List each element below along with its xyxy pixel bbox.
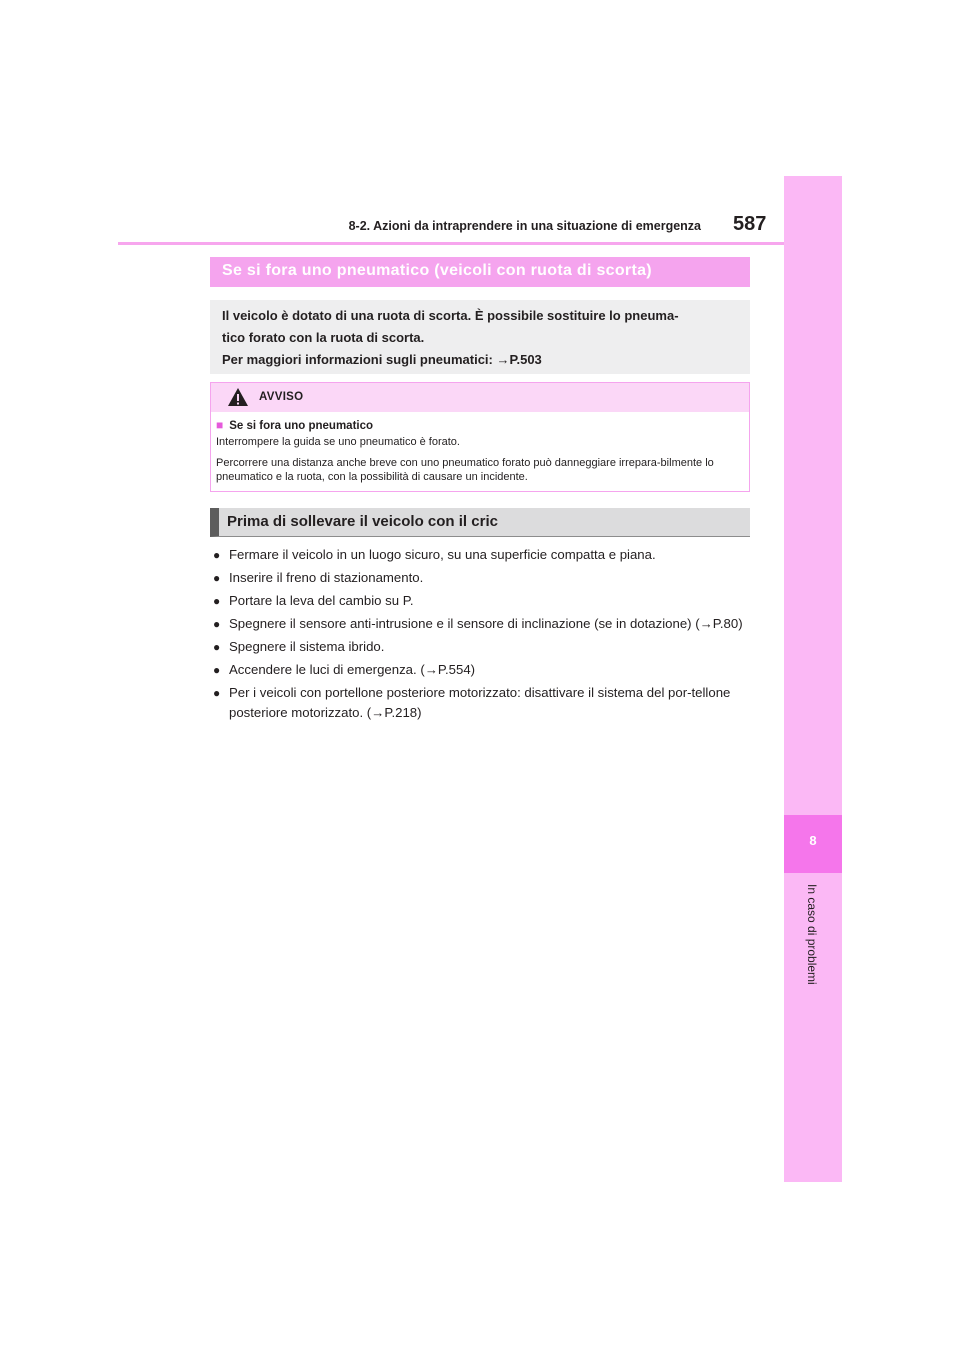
warning-header <box>211 383 749 412</box>
square-bullet-icon: ■ <box>216 418 224 432</box>
bullet-dot-icon: ● <box>213 640 221 654</box>
section-title-flat-tire: Se si fora uno pneumatico (veicoli con ruota di scorta) <box>210 257 750 287</box>
bullet-dot-icon: ● <box>213 663 221 677</box>
chapter-number: 8 <box>809 833 817 848</box>
list-item: ● Portare la leva del cambio su P. <box>213 591 753 611</box>
warning-paragraph: Interrompere la guida se uno pneumatico è forato. <box>216 436 460 448</box>
intro-line-reference: Per maggiori informazioni sugli pneumatici: →P.503 <box>222 352 542 367</box>
list-item: ● Accendere le luci di emergenza. (→P.554) <box>213 660 753 680</box>
warning-subtitle-text: Se si fora uno pneumatico <box>229 420 374 432</box>
section-title-before-jacking: Prima di sollevare il veicolo con il cric <box>210 508 750 537</box>
bullet-dot-icon: ● <box>213 594 221 608</box>
warning-subtitle <box>216 418 373 432</box>
list-item: ● Spegnere il sistema ibrido. <box>213 637 753 657</box>
header-divider <box>118 242 784 245</box>
warning-title: AVVISO <box>259 391 304 403</box>
warning-paragraph: Percorrere una distanza anche breve con uno pneumatico forato può danneggiare irrepara-bilmente lo pneumatico e la ruota, con la possibilità di causare un incidente. <box>216 457 714 483</box>
warning-box <box>210 382 750 492</box>
bullet-dot-icon: ● <box>213 686 221 700</box>
list-item: ● Fermare il veicolo in un luogo sicuro, su una superficie compatta e piana. <box>213 545 753 565</box>
list-item: ● Per i veicoli con portellone posteriore motorizzato: disattivare il sistema del por-tellone posteriore motorizzato. (→P.218) <box>213 685 731 720</box>
step-list <box>213 545 753 726</box>
chapter-label: In caso di problemi <box>805 884 819 985</box>
bullet-dot-icon: ● <box>213 571 221 585</box>
intro-line: tico forato con la ruota di scorta. <box>222 330 425 345</box>
intro-line: Il veicolo è dotato di una ruota di scorta. È possibile sostituire lo pneuma- <box>222 308 679 323</box>
warning-triangle-icon <box>227 387 249 412</box>
bullet-dot-icon: ● <box>213 617 221 631</box>
running-header: 8-2. Azioni da intraprendere in una situazione di emergenza <box>348 219 701 233</box>
page-number: 587 <box>733 213 767 235</box>
bullet-dot-icon: ● <box>213 548 221 562</box>
list-item: ● Inserire il freno di stazionamento. <box>213 568 753 588</box>
list-item: ● Spegnere il sensore anti-intrusione e il sensore di inclinazione (se in dotazione) (→P.80) <box>213 614 753 634</box>
intro-box <box>210 300 750 374</box>
